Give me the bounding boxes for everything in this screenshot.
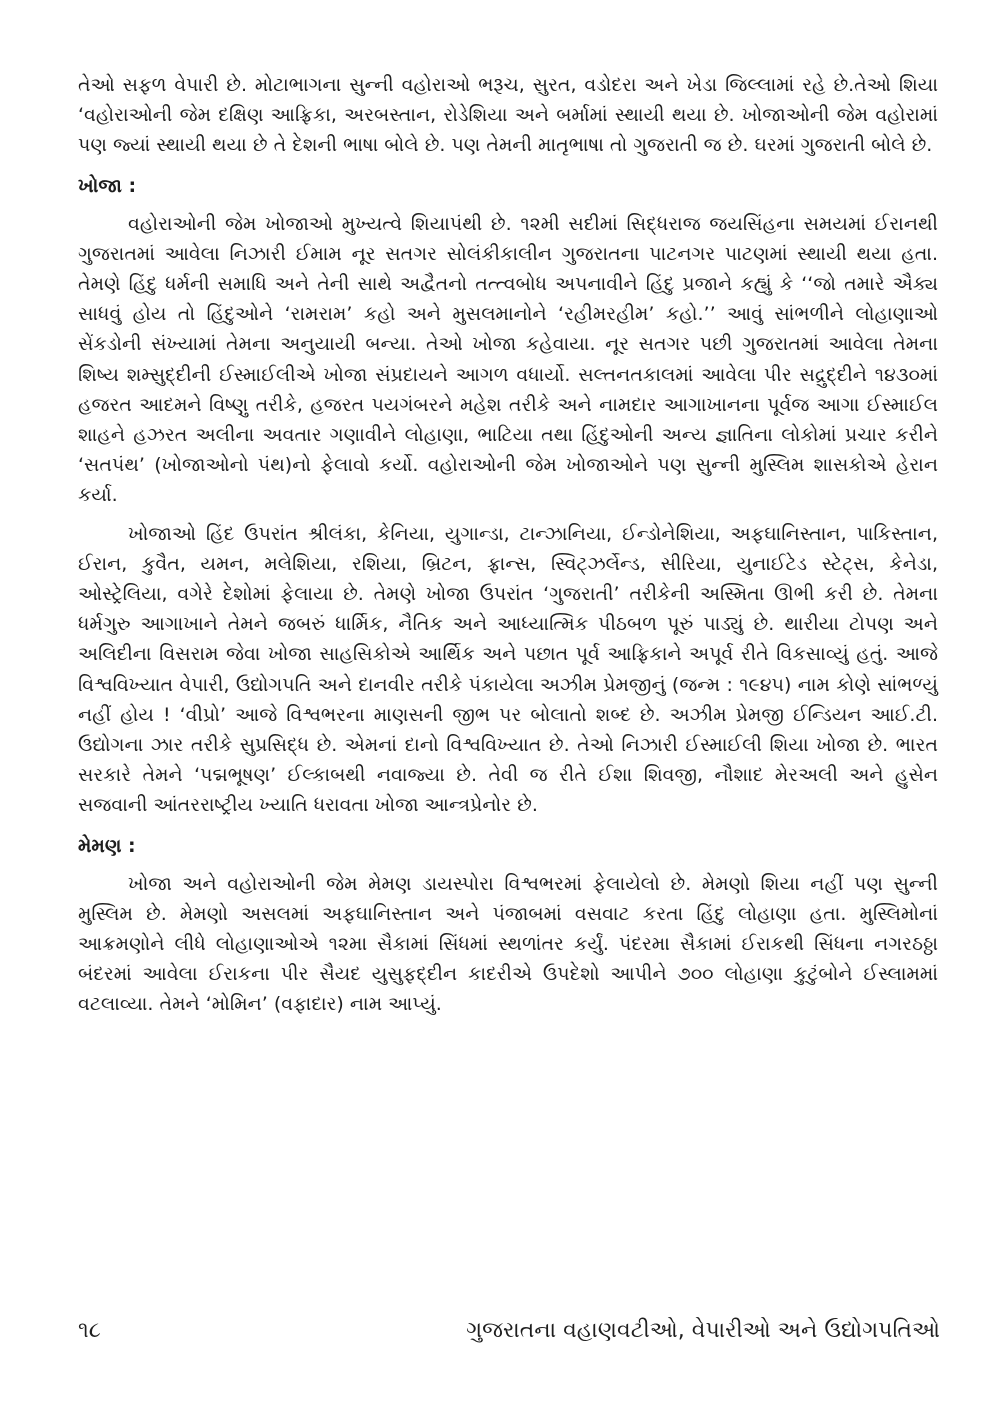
memon-heading: મેમણ : [78, 834, 136, 857]
khoja-paragraph-2: ખોજાઓ હિંદ ઉપરાંત શ્રીલંકા, કેનિયા, યુગાન્ડા, ટાન્ઝાનિયા, ઈન્ડોનેશિયા, અફઘાનિસ્તાન, પાકિસ્તાન, ઈરાન, કુવૈત, યમન, મલેશિયા, રશિયા, બ્રિટન, ફ્રાન્સ, સ્વિટ્ઝર્લેન્ડ, સીરિયા, યુનાઈટેડ સ્ટેટ્સ, કેનેડા, ઓસ્ટ્રેલિયા, વગેરે દેશોમાં ફેલાયા છે. તેમણે ખોજા ઉપરાંત ‘ગુજરાતી’ તરીકેની અસ્મિતા ઊભી કરી છે. તેમના ધર્મગુરુ આગાખાને તેમને જબરું ધાર્મિક, નૈતિક અને આધ્યાત્મિક પીઠબળ પૂરું પાડ્યું છે. થારીયા ટોપણ અને અલિદીના વિસરામ જેવા ખોજા સાહસિકોએ આર્થિક અને પછાત પૂર્વ આફ્રિકાને અપૂર્વ રીતે વિકસાવ્યું હતું. આજે વિશ્વવિખ્યાત વેપારી, ઉદ્યોગપતિ અને દાનવીર તરીકે પંકાયેલા અઝીમ પ્રેમજીનું (જન્મ : ૧૯૪૫) નામ કોણે સાંભળ્યું નહીં હોય ! ‘વીપ્રો’ આજે વિશ્વભરના માણસની જીભ પર બોલાતો શબ્દ છે. અઝીમ પ્રેમજી ઈન્ડિયન આઈ.ટી. ઉદ્યોગના ઝાર તરીકે સુપ્રસિદ્ધ છે. એમનાં દાનો વિશ્વવિખ્યાત છે. તેઓ નિઝારી ઈસ્માઈલી શિયા ખોજા છે. ભારત સરકારે તેમને ‘પદ્મભૂષણ’ ઈલ્કાબથી નવાજ્યા છે. તેવી જ રીતે ઈશા શિવજી, નૌશાદ મેરઅલી અને હુસેન સજવાની આંતરરાષ્ટ્રીય ખ્યાતિ ધરાવતા ખોજા આન્ત્રપ્રેનોર છે. [78, 522, 938, 817]
running-title: ગુજરાતના વહાણવટીઓ, વેપારીઓ અને ઉદ્યોગપતિઓ [466, 1318, 940, 1343]
memon-paragraph-1: ખોજા અને વહોરાઓની જેમ મેમણ ડાયસ્પોરા વિશ્વભરમાં ફેલાયેલો છે. મેમણો શિયા નહીં પણ સુન્ની મુસ્લિમ છે. મેમણો અસલમાં અફઘાનિસ્તાન અને પંજાબમાં વસવાટ કરતા હિંદુ લોહાણા હતા. મુસ્લિમોનાં આક્રમણોને લીધે લોહાણાઓએ ૧૨મા સૈકામાં સિંધમાં સ્થળાંતર કર્યું. પંદરમા સૈકામાં ઈરાકથી સિંધના નગરઠઠ્ઠા બંદરમાં આવેલા ઈરાકના પીર સૈયદ યુસુફદ્દીન કાદરીએ ઉપદેશો આપીને ૭૦૦ લોહાણા કુટુંબોને ઈસ્લામમાં વટલાવ્યા. તેમને ‘મોમિન’ (વફાદાર) નામ આપ્યું. [78, 872, 938, 1016]
intro-paragraph: તેઓ સફળ વેપારી છે. મોટાભાગના સુન્ની વહોરાઓ ભરૂચ, સુરત, વડોદરા અને ખેડા જિલ્લામાં રહે છે.તેઓ શિયા ‘વહોરાઓની જેમ દક્ષિણ આફ્રિકા, અરબસ્તાન, રોડેશિયા અને બર્મામાં સ્થાયી થયા છે. ખોજાઓની જેમ વહોરામાં પણ જ્યાં સ્થાયી થયા છે તે દેશની ભાષા બોલે છે. પણ તેમની માતૃભાષા તો ગુજરાતી જ છે. ઘરમાં ગુજરાતી બોલે છે. [78, 74, 938, 157]
khoja-heading: ખોજા : [78, 174, 137, 197]
khoja-paragraph-1: વહોરાઓની જેમ ખોજાઓ મુખ્યત્વે શિયાપંથી છે. ૧૨મી સદીમાં સિદ્ધરાજ જયસિંહના સમયમાં ઈરાનથી ગુજરાતમાં આવેલા નિઝારી ઈમામ નૂર સતગર સોલંકીકાલીન ગુજરાતના પાટનગર પાટણમાં સ્થાયી થયા હતા. તેમણે હિંદુ ધર્મની સમાધિ અને તેની સાથે અદ્વૈતનો તત્ત્વબોધ અપનાવીને હિંદુ પ્રજાને કહ્યું કે ‘‘જો તમારે ઐક્ય સાધવું હોય તો હિંદુઓને ‘રામરામ’ કહો અને મુસલમાનોને ‘રહીમરહીમ’ કહો.’’ આવું સાંભળીને લોહાણાઓ સેંકડોની સંખ્યામાં તેમના અનુયાયી બન્યા. તેઓ ખોજા કહેવાયા. નૂર સતગર પછી ગુજરાતમાં આવેલા તેમના શિષ્ય શમ્સુદ્દીની ઈસ્માઈલીએ ખોજા સંપ્રદાયને આગળ વધાર્યો. સલ્તનતકાલમાં આવેલા પીર સદ્રુદ્દીને ૧૪૩૦માં હજરત આદમને વિષ્ણુ તરીકે, હજરત પયગંબરને મહેશ તરીકે અને નામદાર આગાખાનના પૂર્વજ આગા ઈસ્માઈલ શાહને હઝરત અલીના અવતાર ગણાવીને લોહાણા, ભાટિયા તથા હિંદુઓની અન્ય જ્ઞાતિના લોકોમાં પ્રચાર કરીને ‘સતપંથ’ (ખોજાઓનો પંથ)નો ફેલાવો કર્યો. વહોરાઓની જેમ ખોજાઓને પણ સુન્ની મુસ્લિમ શાસકોએ હેરાન કર્યા. [78, 212, 938, 507]
page-body [78, 70, 938, 1020]
page-footer [78, 1318, 940, 1358]
page-number: ૧૮ [78, 1318, 101, 1343]
